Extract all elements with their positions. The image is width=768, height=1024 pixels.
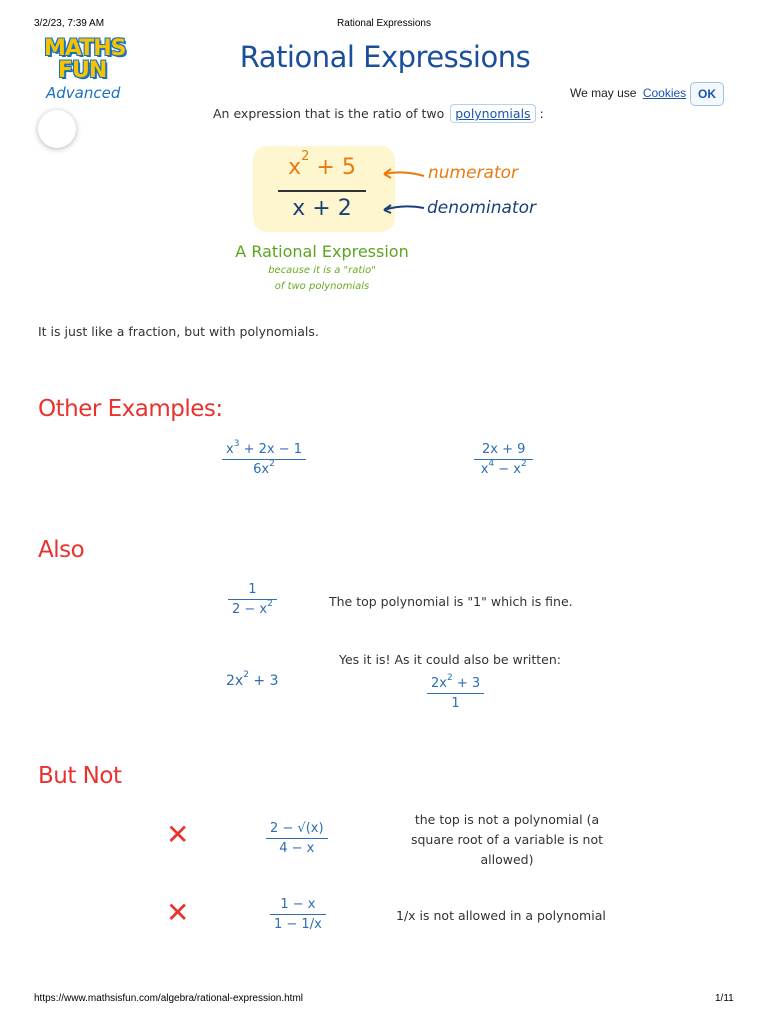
hero-caption: A Rational Expression (235, 242, 409, 261)
just-like-text: It is just like a fraction, but with polynomials. (38, 324, 319, 339)
also-fraction-2: $\frac{2x^2 + 3}{1}$ (427, 676, 484, 711)
intro-colon: : (539, 106, 544, 121)
logo-fun: FUN (58, 58, 107, 83)
also-note-2: Yes it is! As it could also be written: (339, 652, 562, 667)
also-note-1: The top polynomial is "1" which is fine. (329, 594, 573, 609)
also-expression-2: $2x^2 + 3$ (226, 670, 279, 689)
logo-advanced: Advanced (46, 84, 121, 102)
cookie-text: We may use (570, 86, 637, 100)
cross-icon: ✕ (166, 818, 190, 851)
numerator-arrow (384, 172, 424, 176)
but-not-note: 1/x is not allowed in a polynomial (396, 908, 606, 923)
but-not-note: the top is not a polynomial (a square root of a variable is not allowed) (410, 812, 604, 867)
intro-line (213, 104, 544, 123)
but-not-fraction: $\frac{1 - x}{1 - 1/x}$ (270, 897, 326, 932)
hero-sub2: of two polynomials (274, 281, 370, 292)
logo-maths: MATHS (44, 36, 126, 61)
example-fraction: $\frac{2x + 9}{x^4 - x^2}$ (474, 442, 533, 477)
print-doc-title: Rational Expressions (337, 18, 431, 29)
also-fraction-1: $\frac{1}{2 - x^2}$ (228, 582, 277, 617)
section-heading-also: Also (38, 537, 85, 563)
example-fraction: $\frac{x^3 + 2x - 1}{6x^2}$ (222, 442, 306, 477)
intro-text: An expression that is the ratio of two (213, 106, 445, 121)
denominator-label: denominator (427, 198, 536, 218)
page-title: Rational Expressions (239, 40, 531, 74)
footer-page-number: 1/11 (715, 993, 734, 1004)
cookie-ok-button[interactable]: OK (690, 82, 724, 106)
section-heading-but-not: But Not (38, 763, 122, 789)
but-not-fraction: $\frac{2 - √(x)}{4 - x}$ (266, 821, 328, 856)
cross-icon: ✕ (166, 896, 190, 929)
footer-url: https://www.mathsisfun.com/algebra/rational-expression.html (34, 993, 304, 1004)
print-datetime: 3/2/23, 7:39 AM (34, 18, 105, 29)
hero-sub1: because it is a "ratio" (268, 265, 376, 276)
cookie-notice (570, 86, 686, 100)
hero-fraction-bar (278, 190, 366, 192)
polynomials-link[interactable]: polynomials (450, 104, 535, 123)
hero-denominator: x + 2 (292, 196, 352, 221)
numerator-label: numerator (428, 163, 519, 183)
hero-numerator: $x^2 + 5$ (288, 149, 356, 180)
hero-arrows (378, 164, 428, 224)
menu-circle-button[interactable] (38, 110, 76, 148)
section-heading-other: Other Examples: (38, 396, 223, 422)
cookies-link[interactable]: Cookies (642, 86, 687, 100)
